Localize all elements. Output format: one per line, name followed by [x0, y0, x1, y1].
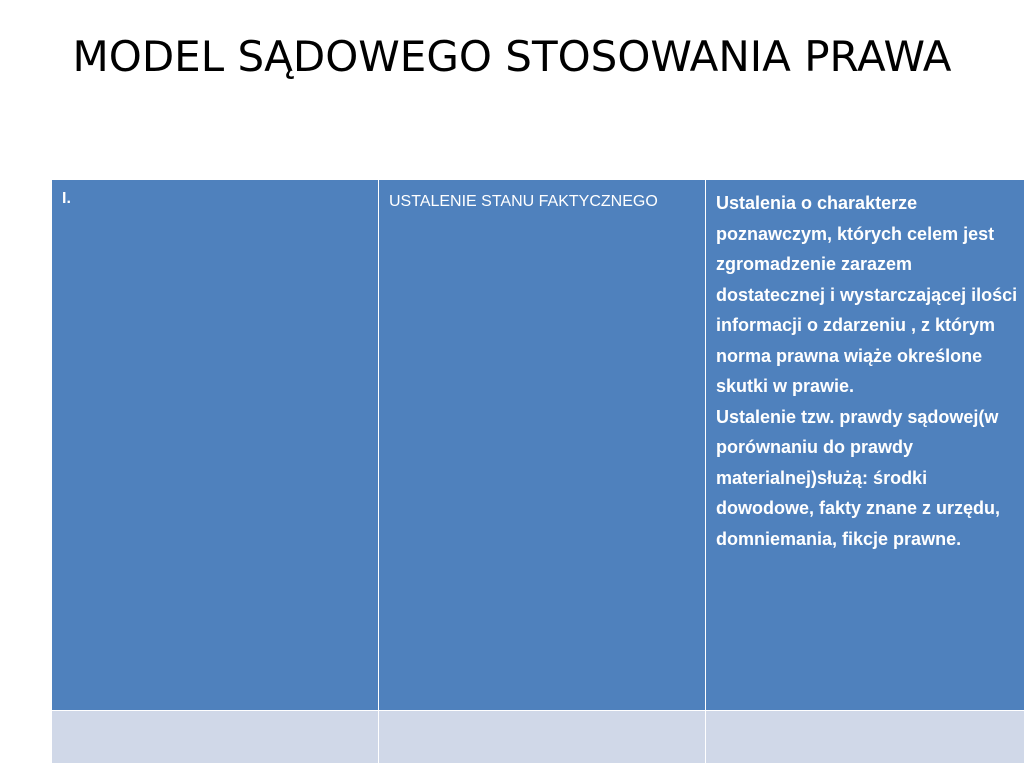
stage-description-cell [706, 180, 1024, 711]
stage-heading: USTALENIE STANU FAKTYCZNEGO [389, 193, 658, 210]
content-table [51, 179, 1018, 753]
empty-cell [52, 711, 379, 764]
stage-number-cell [52, 180, 379, 711]
slide-title: MODEL SĄDOWEGO STOSOWANIA PRAWA [72, 32, 952, 81]
table-row [52, 180, 1024, 711]
stage-table [51, 179, 1024, 764]
empty-cell [706, 711, 1024, 764]
stage-number: I. [62, 190, 71, 207]
stage-description-paragraph: Ustalenie tzw. prawdy sądowej(w porównaniu do prawdy materialnej)służą: środki dowodowe, fakty znane z urzędu, domniemania, fikcje prawne. [716, 406, 1001, 549]
empty-cell [379, 711, 706, 764]
stage-description-paragraph: Ustalenia o charakterze poznawczym, których celem jest zgromadzenie zarazem dostatecznej i wystarczającej ilości informacji o zdarzeniu , z którym norma prawna wiąże określone skutki w prawie. [716, 193, 1018, 396]
stage-heading-cell [379, 180, 706, 711]
table-row [52, 711, 1024, 764]
